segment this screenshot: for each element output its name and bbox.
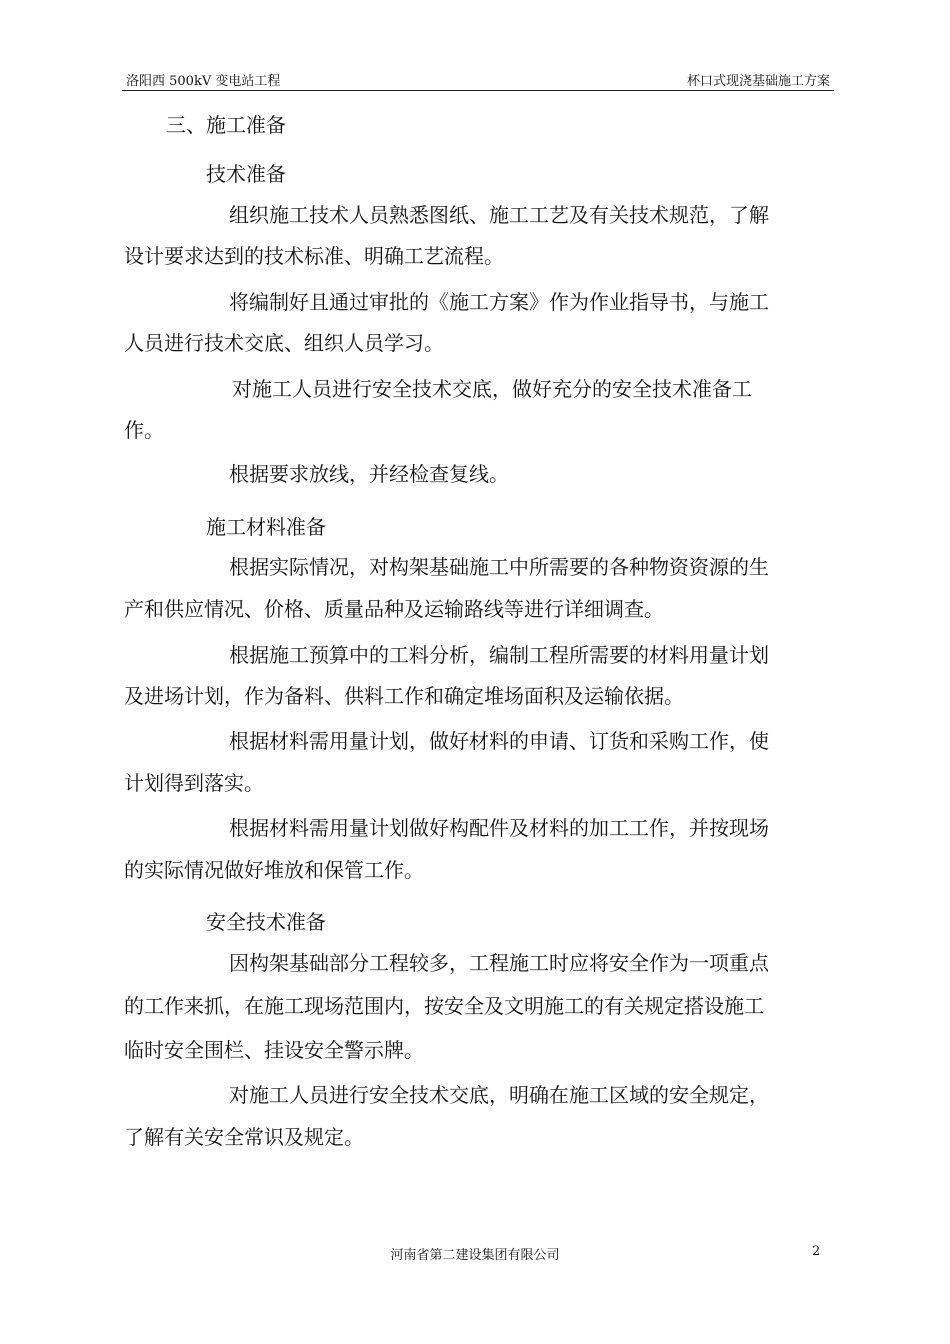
paragraph-line: 计划得到落实。 — [124, 771, 264, 795]
subsection-heading: 安全技术准备 — [206, 910, 326, 934]
paragraph-line: 因构架基础部分工程较多，工程施工时应将安全作为一项重点 — [229, 951, 769, 975]
paragraph-line: 根据材料需用量计划做好构配件及材料的加工工作，并按现场 — [229, 816, 769, 840]
section-title: 三、施工准备 — [166, 113, 286, 137]
paragraph-line: 临时安全围栏、挂设安全警示牌。 — [124, 1038, 424, 1062]
paragraph-line: 人员进行技术交底、组织人员学习。 — [124, 331, 444, 355]
paragraph-line: 根据施工预算中的工料分析，编制工程所需要的材料用量计划 — [229, 643, 769, 667]
paragraph-line: 对施工人员进行安全技术交底，明确在施工区域的安全规定， — [229, 1083, 769, 1107]
paragraph-line: 作。 — [124, 418, 164, 442]
paragraph-line: 将编制好且通过审批的《施工方案》作为作业指导书，与施工 — [229, 290, 769, 314]
paragraph-line: 产和供应情况、价格、质量品种及运输路线等进行详细调查。 — [124, 597, 664, 621]
header-project-name: 洛阳西 500kV 变电站工程 — [126, 74, 281, 89]
footer-company: 河南省第二建设集团有限公司 — [390, 1248, 560, 1263]
subsection-heading: 技术准备 — [206, 162, 286, 186]
page-header — [122, 70, 834, 91]
paragraph-line: 根据要求放线，并经检查复线。 — [229, 462, 509, 486]
subsection-heading: 施工材料准备 — [206, 515, 326, 539]
paragraph-line: 设计要求达到的技术标准、明确工艺流程。 — [124, 244, 504, 268]
paragraph-line: 的工作来抓，在施工现场范围内，按安全及文明施工的有关规定搭设施工 — [124, 994, 764, 1018]
paragraph-line: 根据实际情况，对构架基础施工中所需要的各种物资资源的生 — [229, 555, 769, 579]
paragraph-line: 组织施工技术人员熟悉图纸、施工工艺及有关技术规范，了解 — [229, 203, 769, 227]
paragraph-line: 对施工人员进行安全技术交底，做好充分的安全技术准备工 — [232, 377, 752, 401]
paragraph-line: 根据材料需用量计划，做好材料的申请、订货和采购工作，使 — [229, 729, 769, 753]
page-number: 2 — [812, 1244, 821, 1259]
paragraph-line: 了解有关安全常识及规定。 — [124, 1125, 364, 1149]
paragraph-line: 及进场计划，作为备料、供料工作和确定堆场面积及运输依据。 — [124, 684, 684, 708]
paragraph-line: 的实际情况做好堆放和保管工作。 — [124, 858, 424, 882]
header-document-title: 杯口式现浇基础施工方案 — [686, 74, 830, 89]
